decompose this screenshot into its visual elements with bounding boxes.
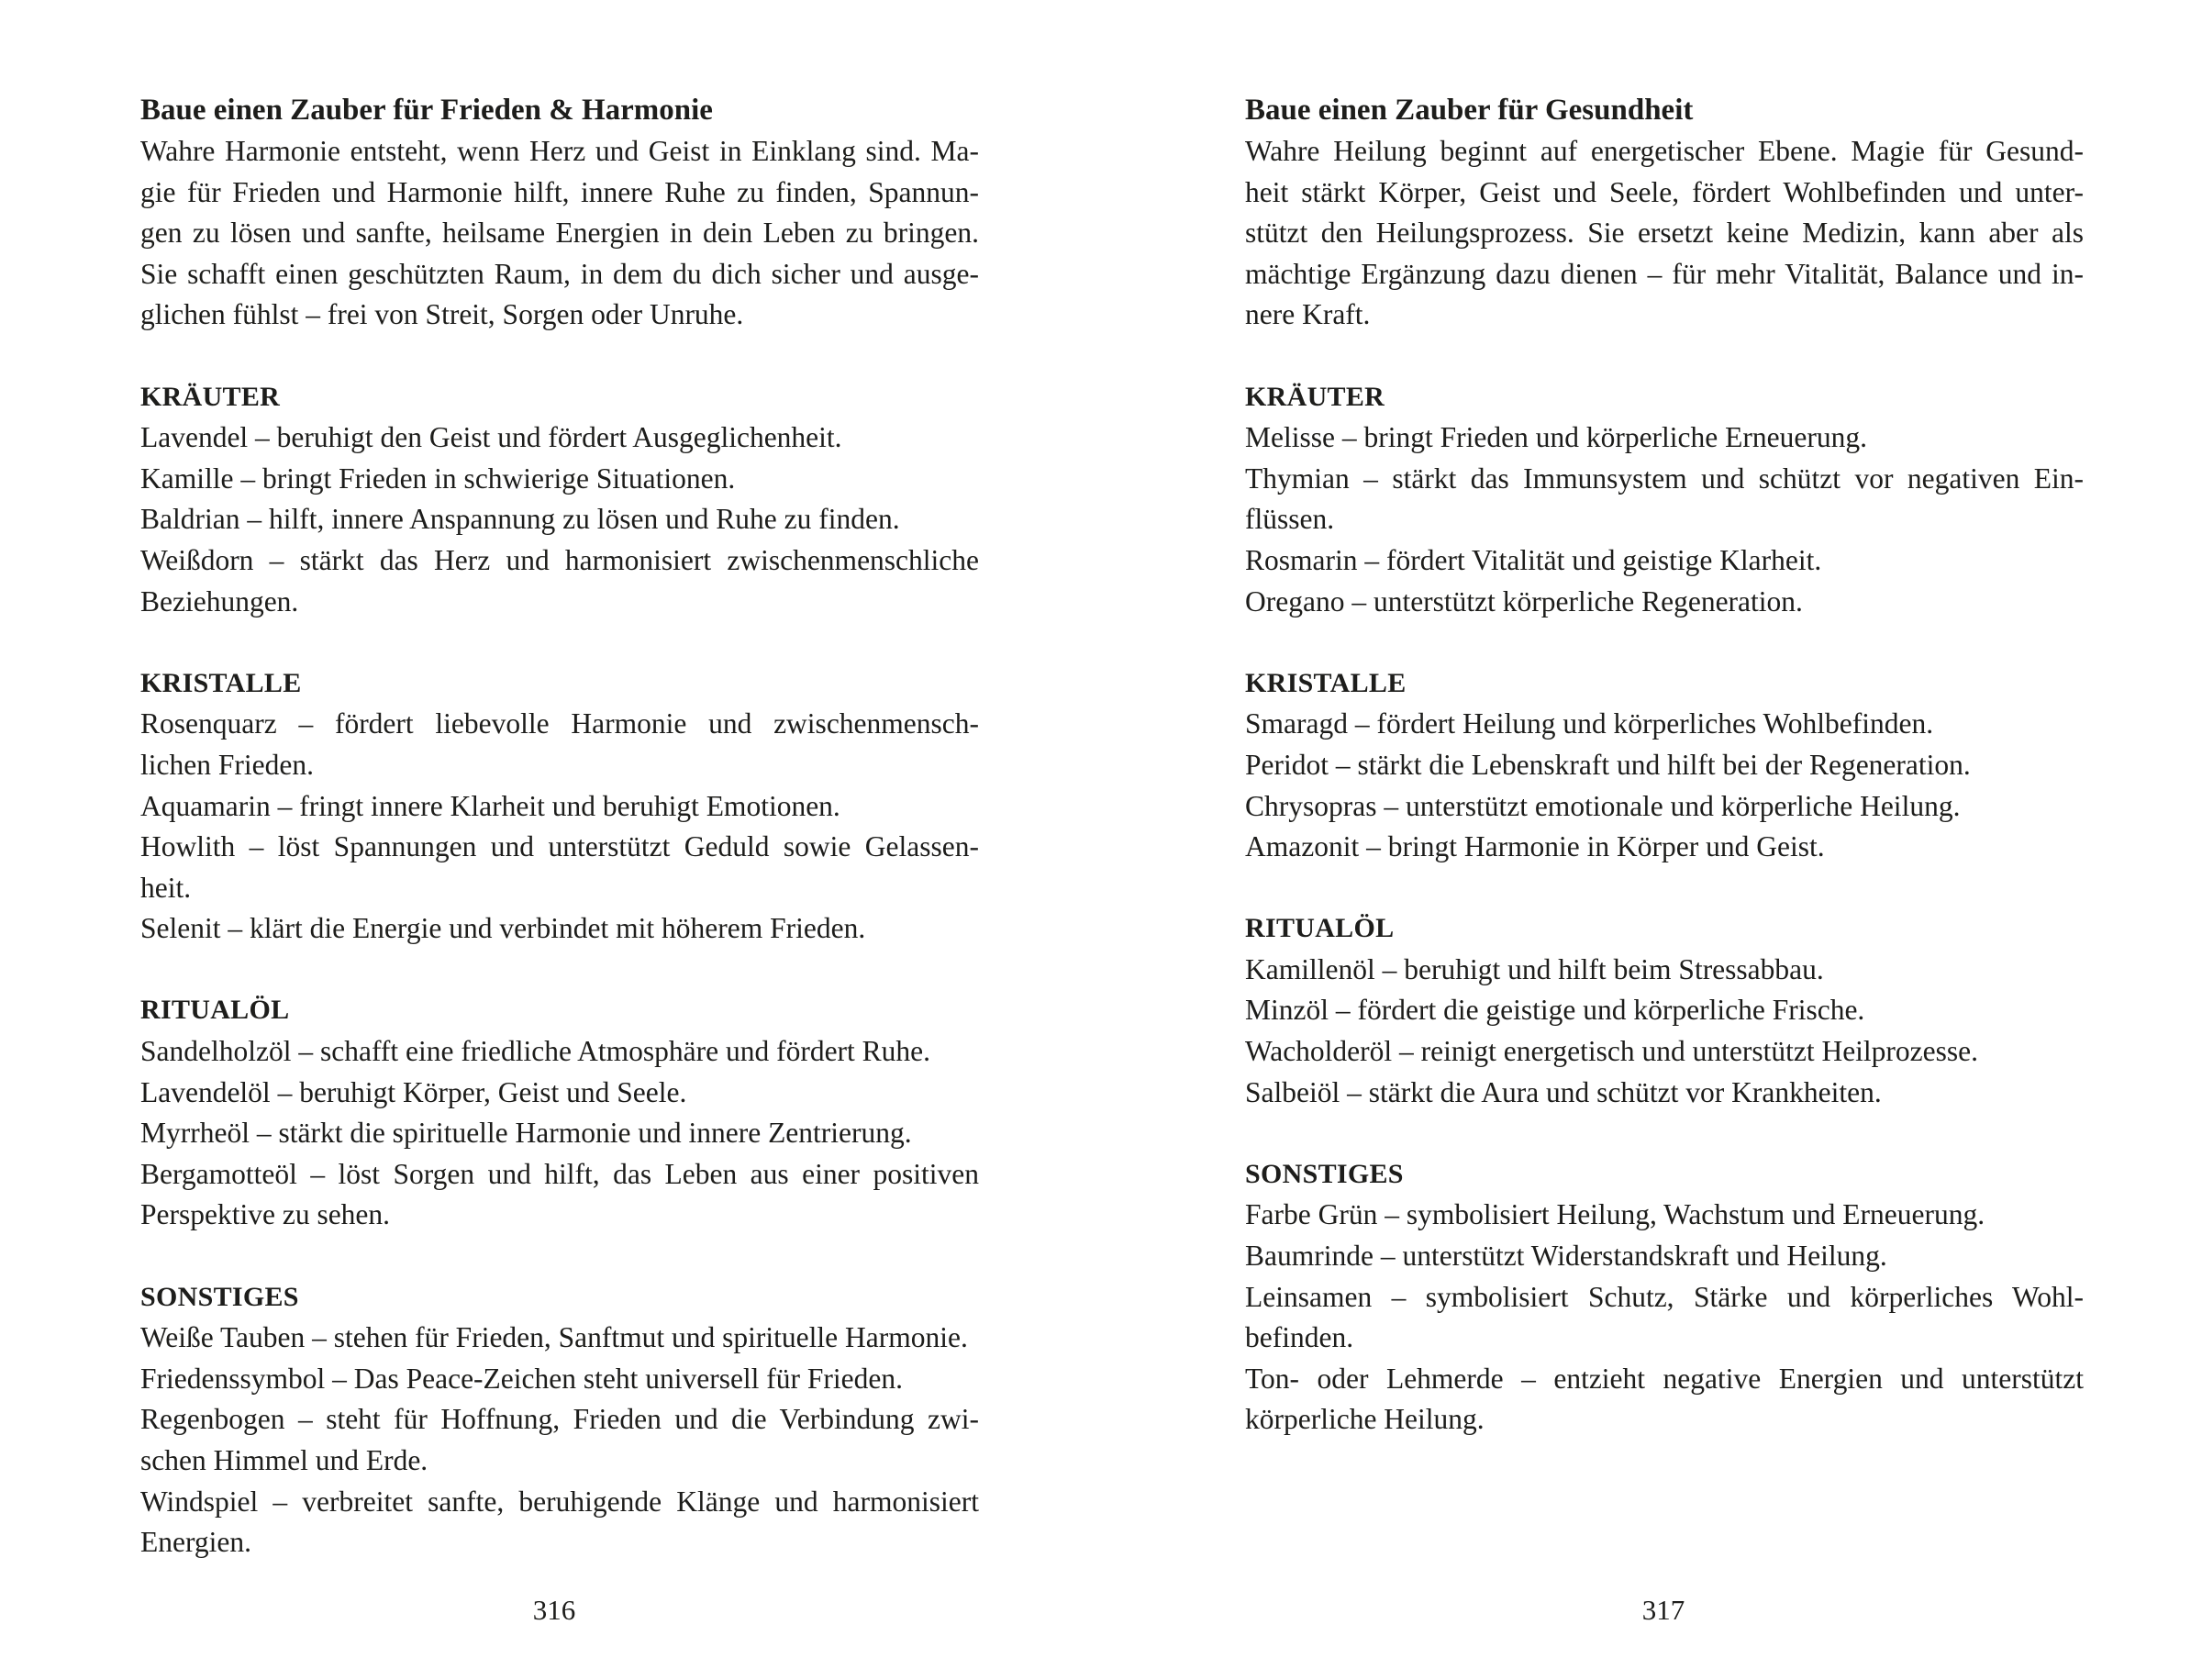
- spacer: [140, 950, 984, 991]
- list-item: Minzöl – fördert die geistige und körperliche Frische.: [1245, 994, 1865, 1027]
- intro-line: Sie schafft einen geschützten Raum, in dem du dich sicher und ausge-: [140, 257, 979, 290]
- list-item: Sandelholzöl – schafft eine friedliche Atmosphäre und fördert Ruhe.: [140, 1035, 931, 1068]
- spacer: [1245, 336, 2089, 377]
- left-page: [140, 0, 984, 1680]
- spacer: [140, 622, 984, 663]
- right-page: [1245, 0, 2089, 1680]
- intro-line: gie für Frieden und Harmonie hilft, innere Ruhe zu finden, Spannun-: [140, 175, 979, 208]
- section-heading-ritualoel: RITUALÖL: [1245, 913, 1395, 944]
- page-title: Baue einen Zauber für Gesundheit: [1245, 94, 1694, 127]
- list-item: Lavendelöl – beruhigt Körper, Geist und Seele.: [140, 1075, 687, 1108]
- list-item: Weiße Tauben – stehen für Frieden, Sanftmut und spirituelle Harmonie.: [140, 1321, 968, 1354]
- list-item: lichen Frieden.: [140, 748, 314, 781]
- spacer: [1245, 1113, 2089, 1154]
- page-number: 317: [1641, 1594, 1685, 1626]
- intro-line: gen zu lösen und sanfte, heilsame Energien in dein Leben zu bringen.: [140, 217, 979, 250]
- intro-line: mächtige Ergänzung dazu dienen – für mehr Vitalität, Balance und in-: [1245, 257, 2084, 290]
- section-heading-kristalle: KRISTALLE: [1245, 667, 1407, 698]
- list-item: Baldrian – hilft, innere Anspannung zu lösen und Ruhe zu finden.: [140, 503, 900, 536]
- list-item: Kamille – bringt Frieden in schwierige Situationen.: [140, 462, 736, 495]
- list-item: Myrrheöl – stärkt die spirituelle Harmonie und innere Zentrierung.: [140, 1117, 912, 1150]
- list-item: Bergamotteöl – löst Sorgen und hilft, das Leben aus einer positiven: [140, 1157, 979, 1190]
- list-item: Ton- oder Lehmerde – entzieht negative Energien und unterstützt: [1245, 1362, 2084, 1395]
- list-item: Beziehungen.: [140, 584, 299, 617]
- list-item: befinden.: [1245, 1321, 1354, 1354]
- list-item: heit.: [140, 871, 192, 904]
- list-item: Regenbogen – steht für Hoffnung, Frieden und die Verbindung zwi-: [140, 1403, 979, 1436]
- intro-line: Wahre Harmonie entsteht, wenn Herz und Geist in Einklang sind. Ma-: [140, 135, 979, 167]
- left-page-content: [140, 90, 984, 1563]
- list-item: Rosmarin – fördert Vitalität und geistige Klarheit.: [1245, 543, 1822, 576]
- spacer: [140, 1236, 984, 1277]
- list-item: Weißdorn – stärkt das Herz und harmonisiert zwischenmenschliche: [140, 543, 979, 576]
- list-item: schen Himmel und Erde.: [140, 1444, 428, 1476]
- list-item: Melisse – bringt Frieden und körperliche Erneuerung.: [1245, 421, 1867, 454]
- section-heading-ritualoel: RITUALÖL: [140, 995, 290, 1026]
- page-title: Baue einen Zauber für Frieden & Harmonie: [140, 94, 713, 127]
- section-heading-sonstiges: SONSTIGES: [140, 1281, 299, 1312]
- section-heading-kristalle: KRISTALLE: [140, 667, 302, 698]
- spacer: [140, 336, 984, 377]
- list-item: Chrysopras – unterstützt emotionale und körperliche Heilung.: [1245, 789, 1961, 822]
- intro-line: glichen fühlst – frei von Streit, Sorgen oder Unruhe.: [140, 298, 744, 331]
- list-item: Farbe Grün – symbolisiert Heilung, Wachstum und Erneuerung.: [1245, 1198, 1985, 1231]
- spacer: [1245, 868, 2089, 909]
- list-item: Leinsamen – symbolisiert Schutz, Stärke und körperliches Wohl-: [1245, 1280, 2084, 1313]
- list-item: Selenit – klärt die Energie und verbindet mit höherem Frieden.: [140, 912, 866, 945]
- section-heading-kraeuter: KRÄUTER: [140, 381, 281, 412]
- spacer: [1245, 622, 2089, 663]
- list-item: Oregano – unterstützt körperliche Regeneration.: [1245, 584, 1803, 617]
- intro-line: nere Kraft.: [1245, 298, 1371, 331]
- list-item: Wacholderöl – reinigt energetisch und unterstützt Heilprozesse.: [1245, 1035, 1979, 1068]
- list-item: Baumrinde – unterstützt Widerstandskraft und Heilung.: [1245, 1240, 1887, 1273]
- list-item: Rosenquarz – fördert liebevolle Harmonie und zwischenmensch-: [140, 707, 979, 740]
- list-item: Salbeiöl – stärkt die Aura und schützt vor Krankheiten.: [1245, 1075, 1882, 1108]
- list-item: flüssen.: [1245, 503, 1335, 536]
- list-item: Howlith – löst Spannungen und unterstützt Geduld sowie Gelassen-: [140, 830, 979, 863]
- intro-line: stützt den Heilungsprozess. Sie ersetzt keine Medizin, kann aber als: [1245, 217, 2084, 250]
- list-item: Peridot – stärkt die Lebenskraft und hilft bei der Regeneration.: [1245, 748, 1971, 781]
- list-item: Kamillenöl – beruhigt und hilft beim Stressabbau.: [1245, 952, 1824, 985]
- list-item: Perspektive zu sehen.: [140, 1198, 391, 1231]
- list-item: Friedenssymbol – Das Peace-Zeichen steht universell für Frieden.: [140, 1362, 904, 1395]
- section-heading-kraeuter: KRÄUTER: [1245, 381, 1385, 412]
- list-item: Smaragd – fördert Heilung und körperliches Wohlbefinden.: [1245, 707, 1934, 740]
- list-item: Thymian – stärkt das Immunsystem und schützt vor negativen Ein-: [1245, 462, 2084, 495]
- list-item: Energien.: [140, 1526, 252, 1559]
- section-heading-sonstiges: SONSTIGES: [1245, 1158, 1404, 1189]
- intro-line: heit stärkt Körper, Geist und Seele, fördert Wohlbefinden und unter-: [1245, 175, 2084, 208]
- list-item: Amazonit – bringt Harmonie in Körper und Geist.: [1245, 830, 1825, 863]
- list-item: Windspiel – verbreitet sanfte, beruhigende Klänge und harmonisiert: [140, 1485, 979, 1518]
- list-item: Lavendel – beruhigt den Geist und fördert Ausgeglichenheit.: [140, 421, 842, 454]
- right-page-content: [1245, 90, 2089, 1441]
- list-item: körperliche Heilung.: [1245, 1403, 1485, 1436]
- page-number: 316: [532, 1594, 576, 1626]
- intro-line: Wahre Heilung beginnt auf energetischer Ebene. Magie für Gesund-: [1245, 135, 2084, 167]
- list-item: Aquamarin – fringt innere Klarheit und beruhigt Emotionen.: [140, 789, 840, 822]
